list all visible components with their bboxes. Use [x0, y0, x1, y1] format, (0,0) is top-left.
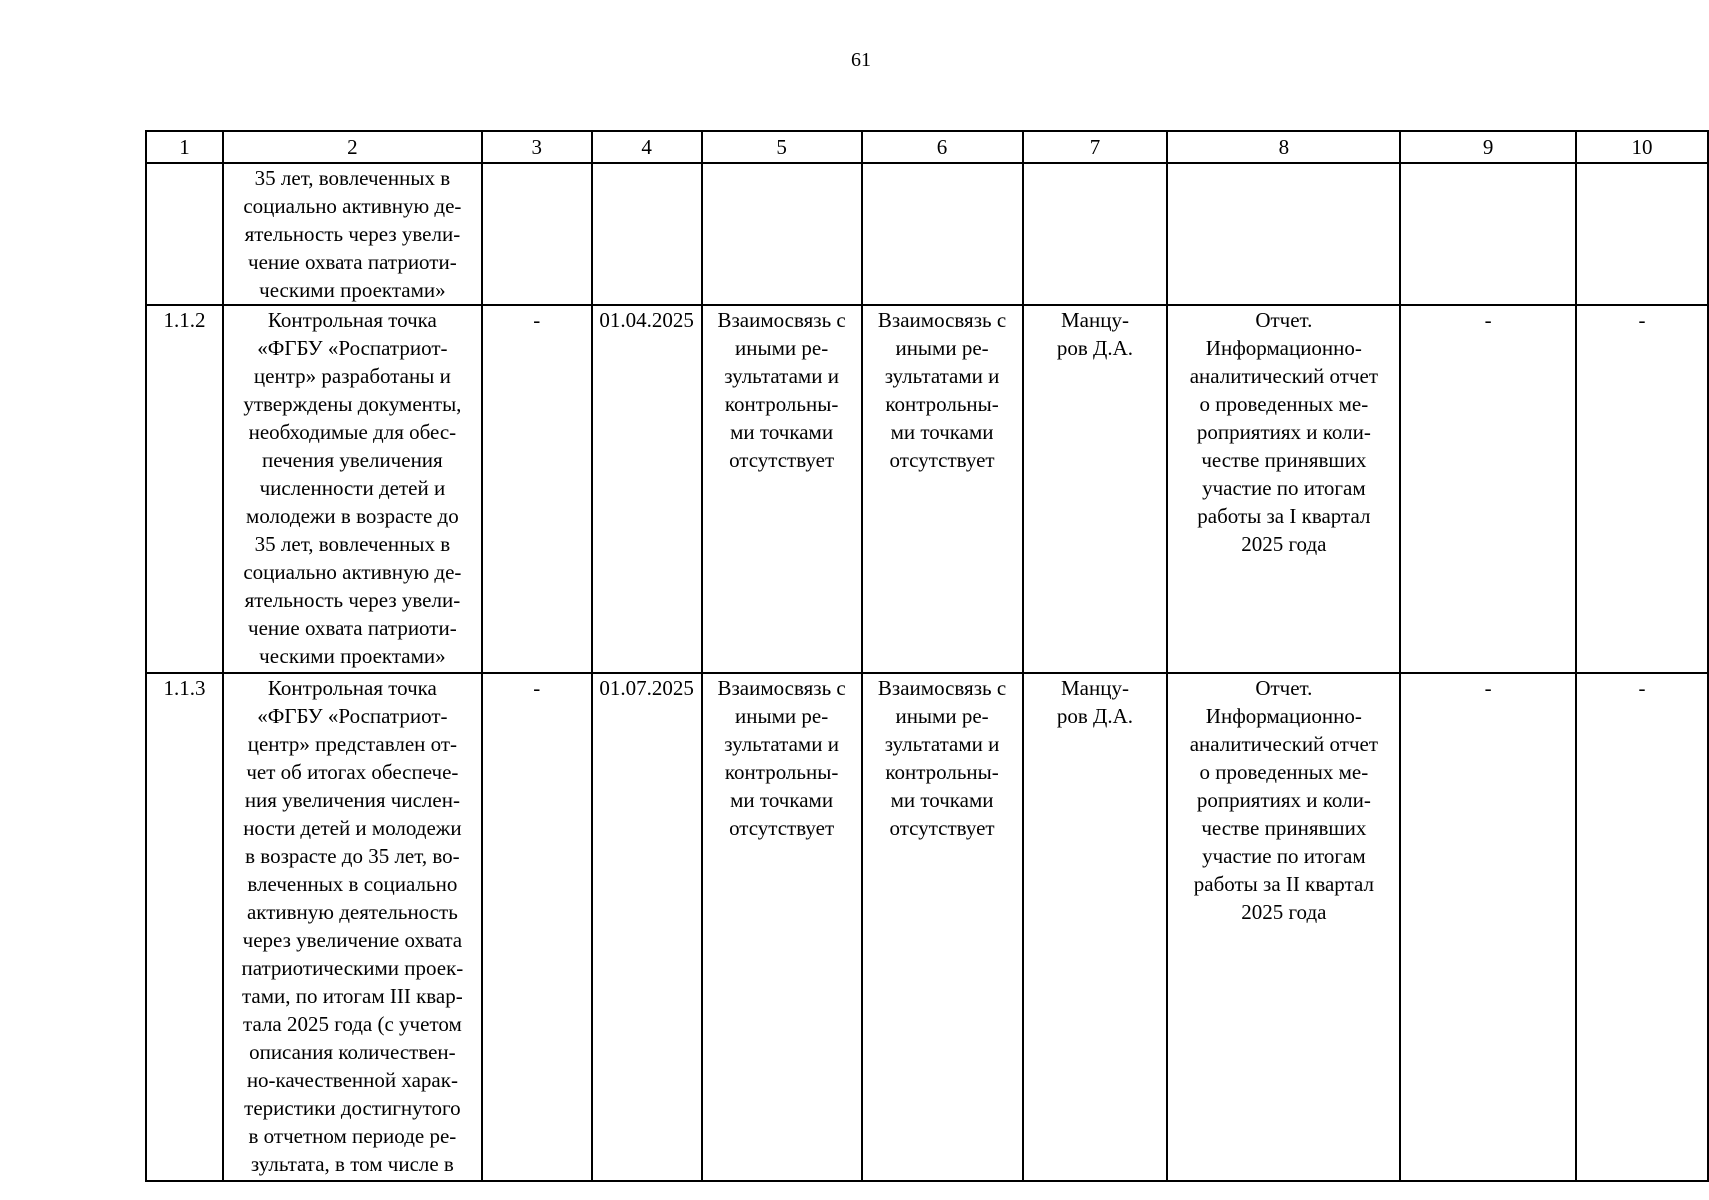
table-row: [146, 163, 1708, 305]
date-cell: [592, 305, 702, 673]
col9-text: -: [1484, 308, 1492, 332]
relation-cell: [702, 305, 862, 673]
date-cell: [592, 163, 702, 305]
cell-col9: [1400, 305, 1576, 673]
row-number-cell: [146, 305, 223, 673]
column-header: 6: [862, 131, 1023, 163]
relation-cell: [862, 673, 1023, 1181]
table-header-row: [146, 131, 1708, 163]
column-header: 8: [1167, 131, 1400, 163]
row-number-cell: [146, 673, 223, 1181]
date-text: 01.07.2025: [599, 676, 694, 700]
relation-cell: [862, 163, 1023, 305]
column-header: 9: [1400, 131, 1576, 163]
description-text: Контрольная точка «ФГБУ «Роспатриот- центр» представлен от- чет об итогах обеспече- ния увеличения числен- ности детей и молодежи в возрасте до 35 лет, во- влеченных в социально активную деятельность через увеличение охвата патриотическими проек- тами, по итогам III квар- тала 2025 года (с учетом описания количествен- но-качественной харак- теристики достигнутого в отчетном периоде ре- зультата, в том числе в: [241, 676, 464, 1176]
column-header: 3: [482, 131, 592, 163]
cell-col10: [1576, 163, 1708, 305]
description-cell: [223, 305, 482, 673]
column-header: 1: [146, 131, 223, 163]
description-text: Контрольная точка «ФГБУ «Роспатриот- центр» разработаны и утверждены документы, необходимые для обес- печения увеличения численности детей и молодежи в возрасте до 35 лет, вовлеченных в социально активную де- ятельность через увели- чение охвата патриоти- ческими проектами»: [243, 308, 462, 668]
col9-text: -: [1484, 676, 1492, 700]
report-cell: [1167, 163, 1400, 305]
column-header: 4: [592, 131, 702, 163]
control-points-table: [145, 130, 1709, 1182]
description-cell: [223, 163, 482, 305]
relation-text: Взаимосвязь с иными ре- зультатами и контрольны- ми точками отсутствует: [717, 676, 846, 840]
column-header: 7: [1023, 131, 1168, 163]
col10-text: -: [1638, 308, 1646, 332]
relation-text: Взаимосвязь с иными ре- зультатами и контрольны- ми точками отсутствует: [717, 308, 846, 472]
cell-col3: [482, 305, 592, 673]
cell-col10: [1576, 673, 1708, 1181]
relation-text: Взаимосвязь с иными ре- зультатами и контрольны- ми точками отсутствует: [877, 676, 1007, 840]
relation-cell: [862, 305, 1023, 673]
cell-col3: [482, 673, 592, 1181]
col3-text: -: [533, 676, 541, 700]
report-cell: [1167, 673, 1400, 1181]
relation-cell: [702, 673, 862, 1181]
row-number-cell: [146, 163, 223, 305]
table-row: [146, 305, 1708, 673]
responsible-text: Манцу- ров Д.А.: [1056, 308, 1134, 360]
cell-col9: [1400, 673, 1576, 1181]
responsible-cell: [1023, 305, 1168, 673]
column-header: 2: [223, 131, 482, 163]
responsible-cell: [1023, 163, 1168, 305]
date-cell: [592, 673, 702, 1181]
cell-col9: [1400, 163, 1576, 305]
cell-col3: [482, 163, 592, 305]
column-header: 10: [1576, 131, 1708, 163]
col10-text: -: [1638, 676, 1646, 700]
description-text: 35 лет, вовлеченных в социально активную де- ятельность через увели- чение охвата патриоти- ческими проектами»: [243, 166, 462, 302]
relation-cell: [702, 163, 862, 305]
responsible-cell: [1023, 673, 1168, 1181]
description-cell: [223, 673, 482, 1181]
report-text: Отчет. Информационно- аналитический отчет о проведенных ме- роприятиях и коли- честве принявших участие по итогам работы за I квартал 2025 года: [1189, 308, 1379, 556]
report-text: Отчет. Информационно- аналитический отчет о проведенных ме- роприятиях и коли- честве принявших участие по итогам работы за II квартал 2025 года: [1189, 676, 1379, 924]
row-number: 1.1.2: [163, 308, 206, 332]
page-number: 61: [851, 49, 871, 71]
relation-text: Взаимосвязь с иными ре- зультатами и контрольны- ми точками отсутствует: [877, 308, 1007, 472]
table-row: [146, 673, 1708, 1181]
cell-col10: [1576, 305, 1708, 673]
responsible-text: Манцу- ров Д.А.: [1056, 676, 1134, 728]
column-header: 5: [702, 131, 862, 163]
report-cell: [1167, 305, 1400, 673]
col3-text: -: [533, 308, 541, 332]
row-number: 1.1.3: [163, 676, 206, 700]
date-text: 01.04.2025: [599, 308, 694, 332]
